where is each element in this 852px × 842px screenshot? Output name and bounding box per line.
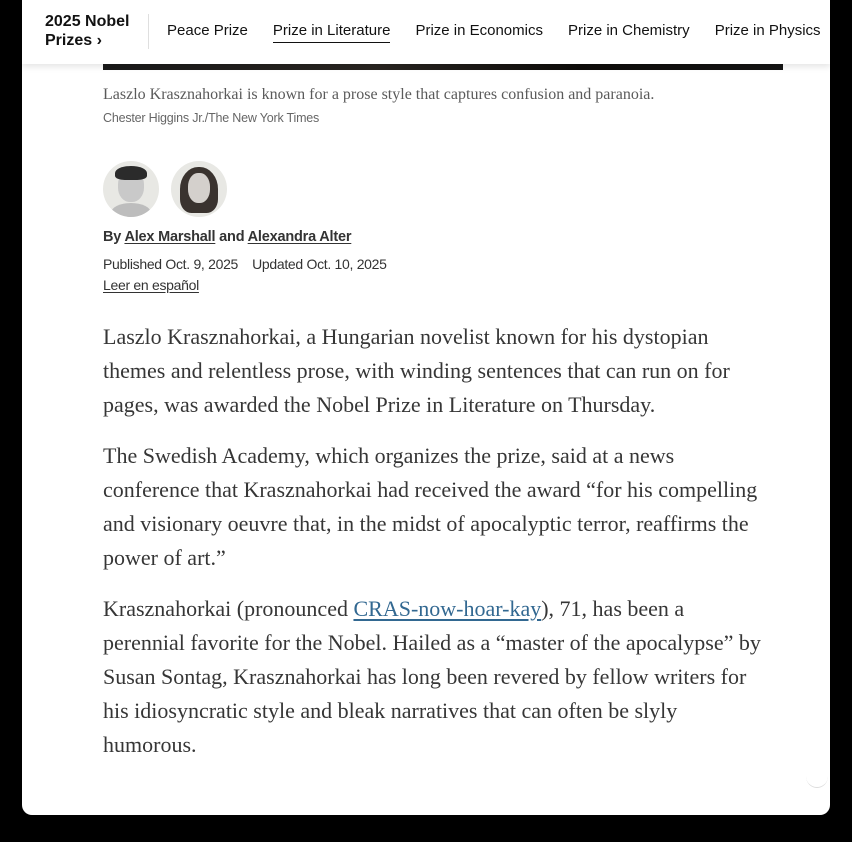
floating-button-edge: [806, 765, 828, 788]
author-link-alex-marshall[interactable]: Alex Marshall: [124, 229, 216, 245]
article-body: [103, 320, 768, 779]
article-page: [22, 0, 830, 815]
byline-joiner: and: [219, 229, 245, 245]
nobel-prizes-nav-bar: [22, 0, 830, 64]
article-paragraph: Laszlo Krasznahorkai, a Hungarian novelist known for his dystopian themes and relentless prose, with winding sentences that can run on for pages, was awarded the Nobel Prize in Literature on Thursday.: [103, 324, 730, 417]
updated-date: Updated Oct. 10, 2025: [252, 256, 387, 272]
paragraph-text: ), 71, has been a perennial favorite for the Nobel. Hailed as a “master of the apocalypse” by Susan Sontag, Krasznahorkai has long been revered by fellow writers for his idiosyncratic style and bleak narratives that can often be slyly humorous.: [103, 596, 761, 757]
avatar-alexandra-alter[interactable]: [171, 161, 227, 217]
nav-prize-in-chemistry[interactable]: Prize in Chemistry: [567, 22, 690, 39]
avatar-alex-marshall[interactable]: [103, 161, 159, 217]
published-date: Published Oct. 9, 2025: [103, 256, 239, 272]
byline-prefix: By: [103, 229, 122, 245]
nav-links: [167, 22, 830, 43]
nav-divider: [148, 14, 149, 49]
paragraph-text: Krasznahorkai (pronounced: [103, 596, 354, 621]
article-paragraph: [103, 592, 768, 762]
spanish-version-link[interactable]: Leer en español: [103, 277, 199, 293]
photo-credit: Chester Higgins Jr./The New York Times: [103, 111, 320, 125]
nav-peace-prize[interactable]: Peace Prize: [167, 22, 248, 39]
byline: [103, 229, 351, 245]
nav-prize-in-economics[interactable]: Prize in Economics: [415, 22, 543, 39]
article-dates: [103, 256, 387, 272]
author-avatars: [103, 161, 227, 217]
nav-prize-in-physics[interactable]: Prize in Physics: [714, 22, 821, 39]
article-paragraph: The Swedish Academy, which organizes the prize, said at a news conference that Krasznahorkai had received the award “for his compelling and visionary oeuvre that, in the midst of apocalyptic terror, reaffirms the power of art.”: [103, 443, 758, 570]
nobel-prizes-home-link[interactable]: 2025 Nobel Prizes ›: [45, 13, 130, 49]
author-link-alexandra-alter[interactable]: Alexandra Alter: [247, 229, 352, 245]
pronunciation-link[interactable]: CRAS-now-hoar-kay: [353, 596, 542, 621]
nav-prize-in-literature[interactable]: Prize in Literature: [273, 22, 391, 43]
photo-caption: Laszlo Krasznahorkai is known for a prose style that captures confusion and paranoia.: [103, 86, 655, 103]
